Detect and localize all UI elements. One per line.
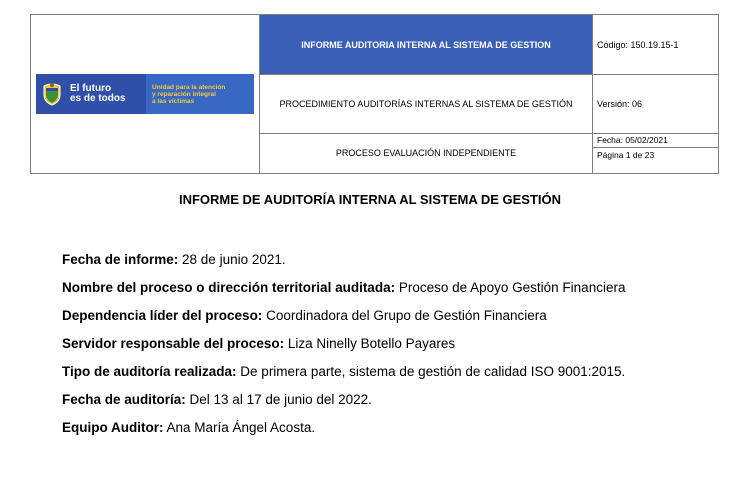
field-value: Proceso de Apoyo Gestión Financiera xyxy=(395,280,626,295)
field-label: Nombre del proceso o dirección territorial auditada: xyxy=(62,280,396,295)
logo-slogan-block xyxy=(36,74,146,114)
field-value: 28 de junio 2021. xyxy=(178,252,286,267)
field-label: Tipo de auditoría realizada: xyxy=(62,364,237,379)
logo-unit-block xyxy=(146,74,254,114)
header-title: INFORME AUDITORIA INTERNA AL SISTEMA DE GESTION xyxy=(260,15,593,75)
field-value: Ana María Ángel Acosta. xyxy=(163,420,316,435)
document-header-table xyxy=(30,14,719,174)
logo-cell xyxy=(31,15,260,174)
field-audit-team xyxy=(62,420,682,436)
unit-name-line-1: Unidad para la atención xyxy=(152,83,226,91)
slogan-line-2: es de todos xyxy=(70,93,126,104)
document-title: INFORME DE AUDITORÍA INTERNA AL SISTEMA DE GESTIÓN xyxy=(178,192,562,207)
field-value: De primera parte, sistema de gestión de calidad ISO 9001:2015. xyxy=(236,364,626,379)
slogan-line-1: El futuro xyxy=(70,83,112,94)
field-process-name xyxy=(62,280,682,296)
coat-of-arms-icon xyxy=(41,82,63,106)
field-responsible-official xyxy=(62,336,682,352)
field-report-date xyxy=(62,252,682,268)
header-process: PROCESO EVALUACIÓN INDEPENDIENTE xyxy=(260,133,593,173)
report-fields xyxy=(62,252,682,448)
field-label: Dependencia líder del proceso: xyxy=(62,308,263,323)
field-label: Equipo Auditor: xyxy=(62,420,164,435)
field-audit-type xyxy=(62,364,682,380)
header-date: Fecha: 05/02/2021 xyxy=(593,133,719,147)
field-audit-date xyxy=(62,392,682,408)
institution-logo xyxy=(36,74,254,114)
unit-name-line-3: a las víctimas xyxy=(152,97,195,105)
header-code: Código: 150.19.15-1 xyxy=(593,15,719,75)
field-lead-unit xyxy=(62,308,682,324)
unit-name-line-2: y reparación integral xyxy=(152,90,216,98)
header-version: Versión: 06 xyxy=(593,75,719,133)
field-label: Servidor responsable del proceso: xyxy=(62,336,285,351)
field-label: Fecha de informe: xyxy=(62,252,179,267)
header-procedure: PROCEDIMIENTO AUDITORÍAS INTERNAS AL SISTEMA DE GESTIÓN xyxy=(260,75,593,133)
field-value: Liza Ninelly Botello Payares xyxy=(284,336,456,351)
field-value: Del 13 al 17 de junio del 2022. xyxy=(185,392,372,407)
header-page-number: Página 1 de 23 xyxy=(593,147,719,173)
field-value: Coordinadora del Grupo de Gestión Financiera xyxy=(262,308,547,323)
field-label: Fecha de auditoría: xyxy=(62,392,186,407)
